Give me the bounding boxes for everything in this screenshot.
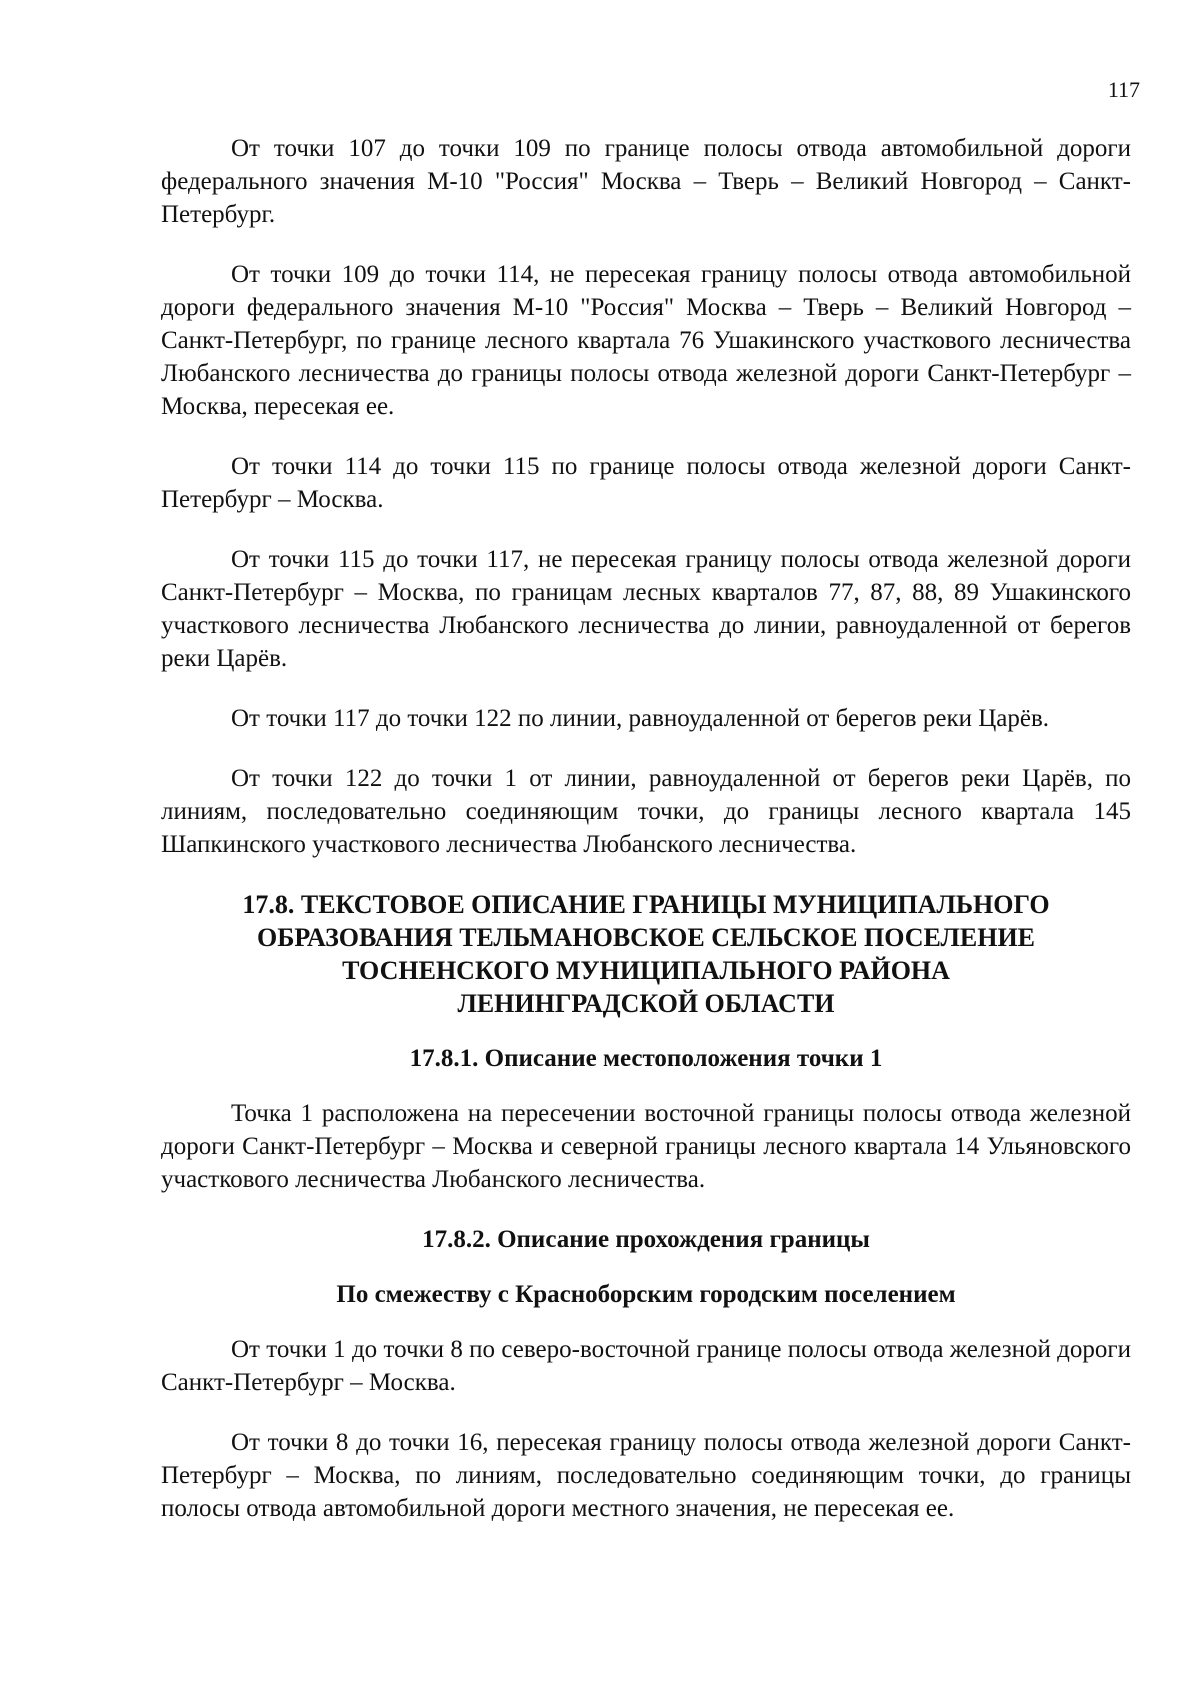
paragraph-115-117: От точки 115 до точки 117, не пересекая границу полосы отвода железной дороги Санкт-Петербург – Москва, по границам лесных кварталов 77, 87, 88, 89 Ушакинского участкового лесничества Любанского лесничества до линии, равноудаленной от берегов реки Царёв.: [161, 546, 1131, 672]
section-heading-line: ТОСНЕНСКОГО МУНИЦИПАЛЬНОГО РАЙОНА: [342, 956, 950, 985]
paragraph-1-8: От точки 1 до точки 8 по северо-восточной границе полосы отвода железной дороги Санкт-Петербург – Москва.: [161, 1336, 1131, 1396]
paragraph-117-122: От точки 117 до точки 122 по линии, равноудаленной от берегов реки Царёв.: [231, 705, 1050, 732]
paragraph-107-109: От точки 107 до точки 109 по границе полосы отвода автомобильной дороги федерального значения М-10 "Россия" Москва – Тверь – Великий Новгород – Санкт-Петербург.: [161, 135, 1131, 228]
section-heading-line: ОБРАЗОВАНИЯ ТЕЛЬМАНОВСКОЕ СЕЛЬСКОЕ ПОСЕЛЕНИЕ: [256, 923, 1036, 952]
paragraph-114-115: От точки 114 до точки 115 по границе полосы отвода железной дороги Санкт-Петербург – Москва.: [161, 453, 1131, 513]
section-heading-17-8: [161, 888, 1131, 1020]
page-content: [161, 132, 1131, 1552]
section-heading-line: 17.8. ТЕКСТОВОЕ ОПИСАНИЕ ГРАНИЦЫ МУНИЦИПАЛЬНОГО: [242, 890, 1050, 919]
paragraph-point-1-location: Точка 1 расположена на пересечении восточной границы полосы отвода железной дороги Санкт-Петербург – Москва и северной границы лесного квартала 14 Ульяновского участкового лесничества Любанского лесничества.: [161, 1100, 1131, 1193]
paragraph-8-16: От точки 8 до точки 16, пересекая границу полосы отвода железной дороги Санкт-Петербург – Москва, по линиям, последовательно соединяющим точки, до границы полосы отвода автомобильной дороги местного значения, не пересекая ее.: [161, 1429, 1131, 1522]
paragraph-122-1: От точки 122 до точки 1 от линии, равноудаленной от берегов реки Царёв, по линиям, последовательно соединяющим точки, до границы лесного квартала 145 Шапкинского участкового лесничества Любанского лесничества.: [161, 765, 1131, 858]
subsection-heading-17-8-1: 17.8.1. Описание местоположения точки 1: [409, 1045, 883, 1072]
paragraph-109-114: От точки 109 до точки 114, не пересекая границу полосы отвода автомобильной дороги федерального значения М-10 "Россия" Москва – Тверь – Великий Новгород – Санкт-Петербург, по границе лесного квартала 76 Ушакинского участкового лесничества Любанского лесничества до границы полосы отвода железной дороги Санкт-Петербург – Москва, пересекая ее.: [161, 261, 1131, 420]
subheading-adjacency: По смежеству с Красноборским городским поселением: [336, 1281, 956, 1308]
subsection-heading-17-8-2: 17.8.2. Описание прохождения границы: [422, 1226, 870, 1253]
page-number: 117: [1107, 77, 1140, 102]
section-heading-line: ЛЕНИНГРАДСКОЙ ОБЛАСТИ: [457, 989, 835, 1018]
